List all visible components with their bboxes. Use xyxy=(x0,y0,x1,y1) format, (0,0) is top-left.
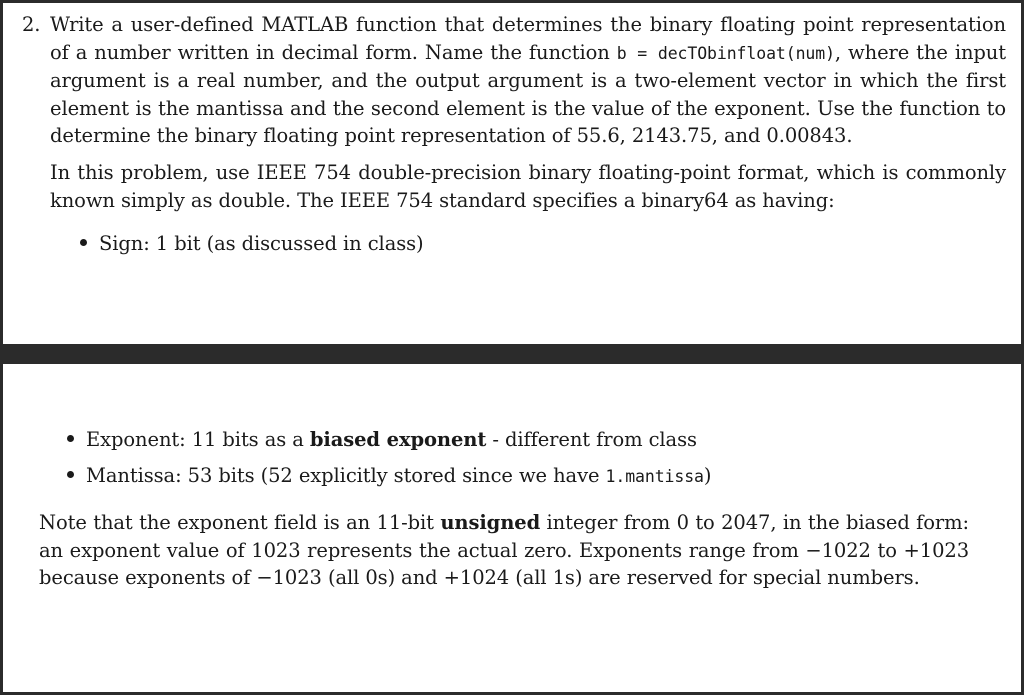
function-signature: b = decTObinfloat(num) xyxy=(616,43,835,63)
bullet-dot xyxy=(80,239,87,246)
problem-statement: Write a user-defined MATLAB function that determines the binary floating point representation of a number written in decimal form. Name the function b = decTObinfloat(num), where the input argument is a real number, and the output argument is a two-element vector in which the first element is the mantissa and the second element is the value of the exponent. Use the function to determine the binary floating point representation of 55.6, 2143.75, and 0.00843. xyxy=(50,13,1006,147)
bullet-sign: Sign: 1 bit (as discussed in class) xyxy=(80,230,424,258)
mantissa-code: 1.mantissa xyxy=(605,467,704,486)
bullet-mantissa: Mantissa: 53 bits (52 explicitly stored since we have 1.mantissa) xyxy=(67,462,711,491)
biased-exponent-term: biased exponent xyxy=(309,428,487,451)
note-paragraph: Note that the exponent field is an 11-bit unsigned integer from 0 to 2047, in the biased form: an exponent value of 1023 represents the actual zero. Exponents range from −1022 to +1023 because exponents of −1023 (all 0s) and +1024 (all 1s) are reserved for special numbers. xyxy=(39,511,969,589)
problem-number: 2. xyxy=(22,13,41,36)
format-paragraph: In this problem, use IEEE 754 double-precision binary floating-point format, which is commonly known simply as double. The IEEE 754 standard specifies a binary64 as having: xyxy=(50,161,1006,212)
bullet-dot xyxy=(67,471,74,478)
bullet-dot xyxy=(67,435,74,442)
document-panel-top xyxy=(3,3,1021,344)
bullet-exponent: Exponent: 11 bits as a biased exponent - different from class xyxy=(67,426,697,454)
document-panel-bottom xyxy=(3,364,1021,692)
unsigned-term: unsigned xyxy=(440,511,541,534)
